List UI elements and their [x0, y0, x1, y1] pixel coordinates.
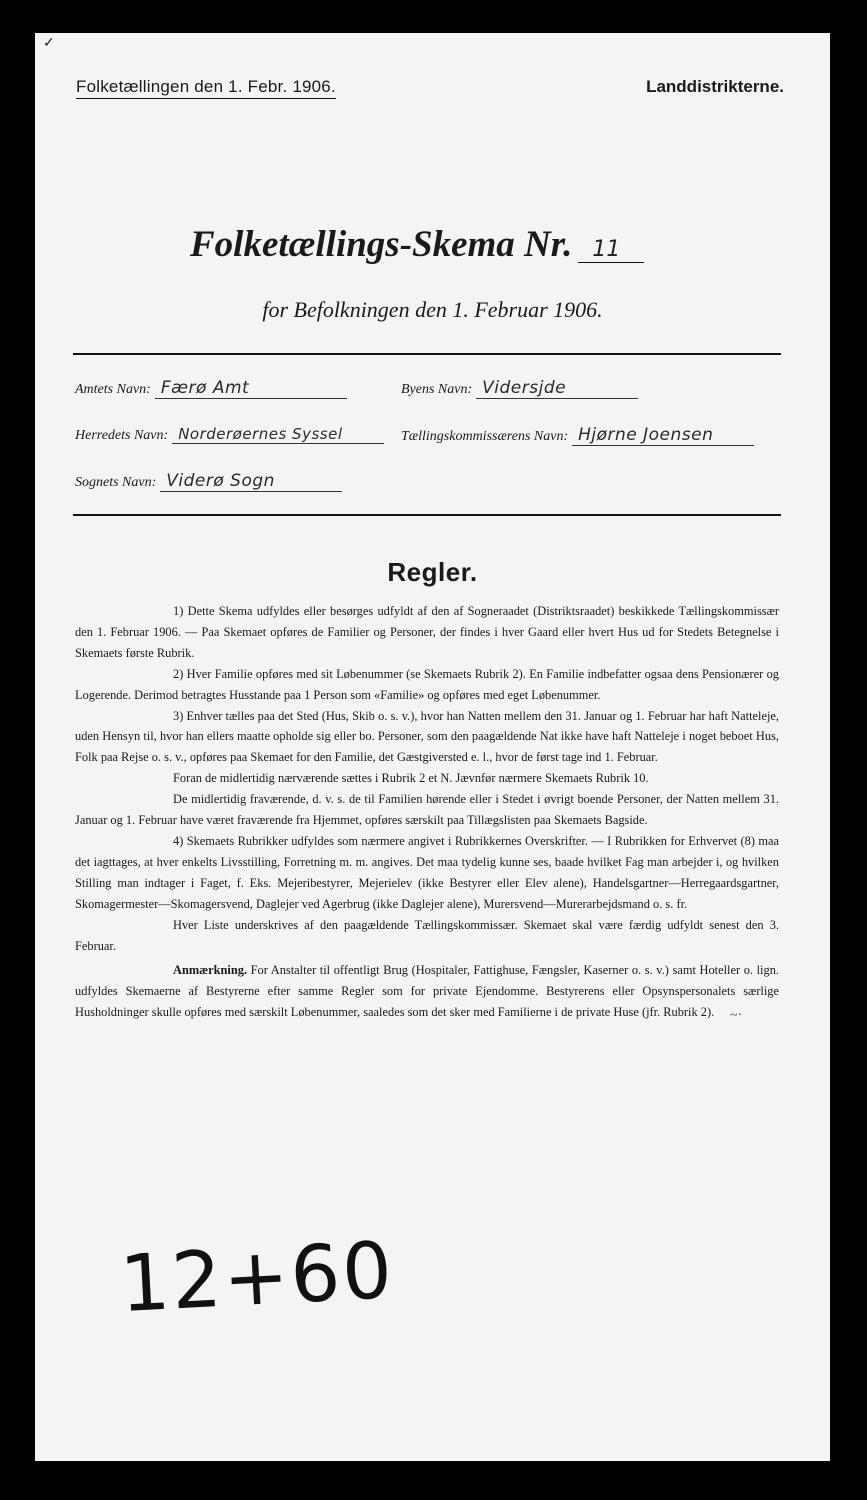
kommissaer-label: Tællingskommissærens Navn:	[401, 429, 569, 444]
amt-value: Færø Amt	[155, 378, 347, 399]
sogn-label: Sognets Navn:	[75, 475, 157, 490]
kommissaer-field	[401, 425, 754, 446]
remark-label: Anmærkning.	[173, 963, 248, 978]
rule-2: 2) Hver Familie opføres med sit Løbenummer (se Skemaets Rubrik 2). En Familie indbefatter ogsaa dens Pensionærer og Logerende. Derimod betragtes Husstande paa 1 Person som «Familie» og opføres med eget Løbenummer.	[75, 666, 779, 702]
rule-3-temporary-absent: De midlertidig fraværende, d. v. s. de til Familien hørende eller i Stedet i øvrigt boende Personer, der Natten mellem 31. Januar og 1. Februar have været fraværende fra Hjemmet, opføres særskilt paa Tillægslisten paa Skemaets Bagside.	[75, 792, 779, 828]
rule-4: 4) Skemaets Rubrikker udfyldes som nærmere angivet i Rubrikkernes Overskrifter. — I Rubrikken for Erhvervet (8) maa det iagttages, at hver enkelts Livsstilling, Forretning m. m. angives. Det maa tydelig kunne ses, baade hvilket Fag man arbejder i, og hvilken Stilling man indtager i Faget, f. Eks. Mejeribestyrer, Mejerielev (ikke Bestyrer eller Elev alene), Handelsgartner—Herregaardsgartner, Skomagermester—Skomagersvend, Daglejer ved Agerbrug (ikke Daglejer alene), Murersvend—Murerarbejdsmand o. s. fr.	[75, 833, 779, 911]
rule-1: 1) Dette Skema udfyldes eller besørges udfyldt af den af Sogneraadet (Distriktsraadet) beskikkede Tællingskommissær den 1. Februar 1906. — Paa Skemaet opføres de Familier og Personer, der findes i hver Gaard eller hvert Hus ud for Stedets Betegnelse i Skemaets første Rubrik.	[75, 604, 779, 660]
form-title	[190, 223, 644, 266]
herred-field	[75, 425, 384, 444]
handwritten-total: 12+60	[117, 1225, 397, 1331]
divider-top	[73, 353, 781, 355]
census-form	[35, 33, 830, 1461]
byen-label: Byens Navn:	[401, 382, 473, 397]
amt-label: Amtets Navn:	[75, 382, 151, 397]
stray-pen-mark: ~·	[730, 1008, 743, 1023]
remark-text: For Anstalter til offentligt Brug (Hospitaler, Fattighuse, Fængsler, Kaserner o. s. v.) samt Hoteller o. lign. udfyldes Skemaerne af Bestyrerne efter samme Regler som for private Ejendomme. Bestyrerens eller Opsynspersonalets særlige Husholdninger skulle opføres med særskilt Løbenummer, saaledes som det sker med Familierne i de private Huse (jfr. Rubrik 2).	[75, 963, 779, 1020]
corner-check-mark: ✓	[43, 36, 55, 51]
rules-text	[75, 601, 779, 1023]
rule-3: 3) Enhver tælles paa det Sted (Hus, Skib o. s. v.), hvor han Natten mellem den 31. Januar og 1. Februar har haft Natteleje, uden Hensyn til, hvor han ellers maatte opholde sig eller bo. Personer, som den paagældende Nat ikke have haft Natteleje i noget beboet Hus, Folk paa Rejse o. s. v., opføres paa Skemaet for den Familie, det Gæstgiversted e. l., hvor de først tage ind 1. Februar.	[75, 708, 779, 765]
district-type-header: Landdistrikterne.	[646, 77, 784, 96]
rules-heading: Regler.	[387, 557, 478, 587]
sogn-field	[75, 471, 342, 492]
form-number: 11	[578, 237, 644, 263]
rule-3-temporary-present: Foran de midlertidig nærværende sættes i Rubrik 2 et N. Jævnfør nærmere Skemaets Rubrik 10.	[173, 771, 649, 786]
census-date-header: Folketællingen den 1. Febr. 1906.	[76, 77, 336, 99]
divider-bottom	[73, 514, 781, 516]
amt-field	[75, 378, 347, 399]
kommissaer-value: Hjørne Joensen	[572, 425, 754, 446]
sogn-value: Viderø Sogn	[160, 471, 342, 492]
form-title-text: Folketællings-Skema Nr.	[190, 224, 573, 265]
form-subtitle: for Befolkningen den 1. Februar 1906.	[262, 297, 603, 322]
rule-4-signature: Hver Liste underskrives af den paagældende Tællingskommissær. Skemaet skal være færdig udfyldt senest den 3. Februar.	[75, 917, 779, 953]
herred-label: Herredets Navn:	[75, 428, 169, 443]
byen-value: Vidersjde	[476, 378, 638, 399]
byen-field	[401, 378, 638, 399]
remark	[75, 960, 779, 1023]
herred-value: Norderøernes Syssel	[172, 425, 384, 444]
